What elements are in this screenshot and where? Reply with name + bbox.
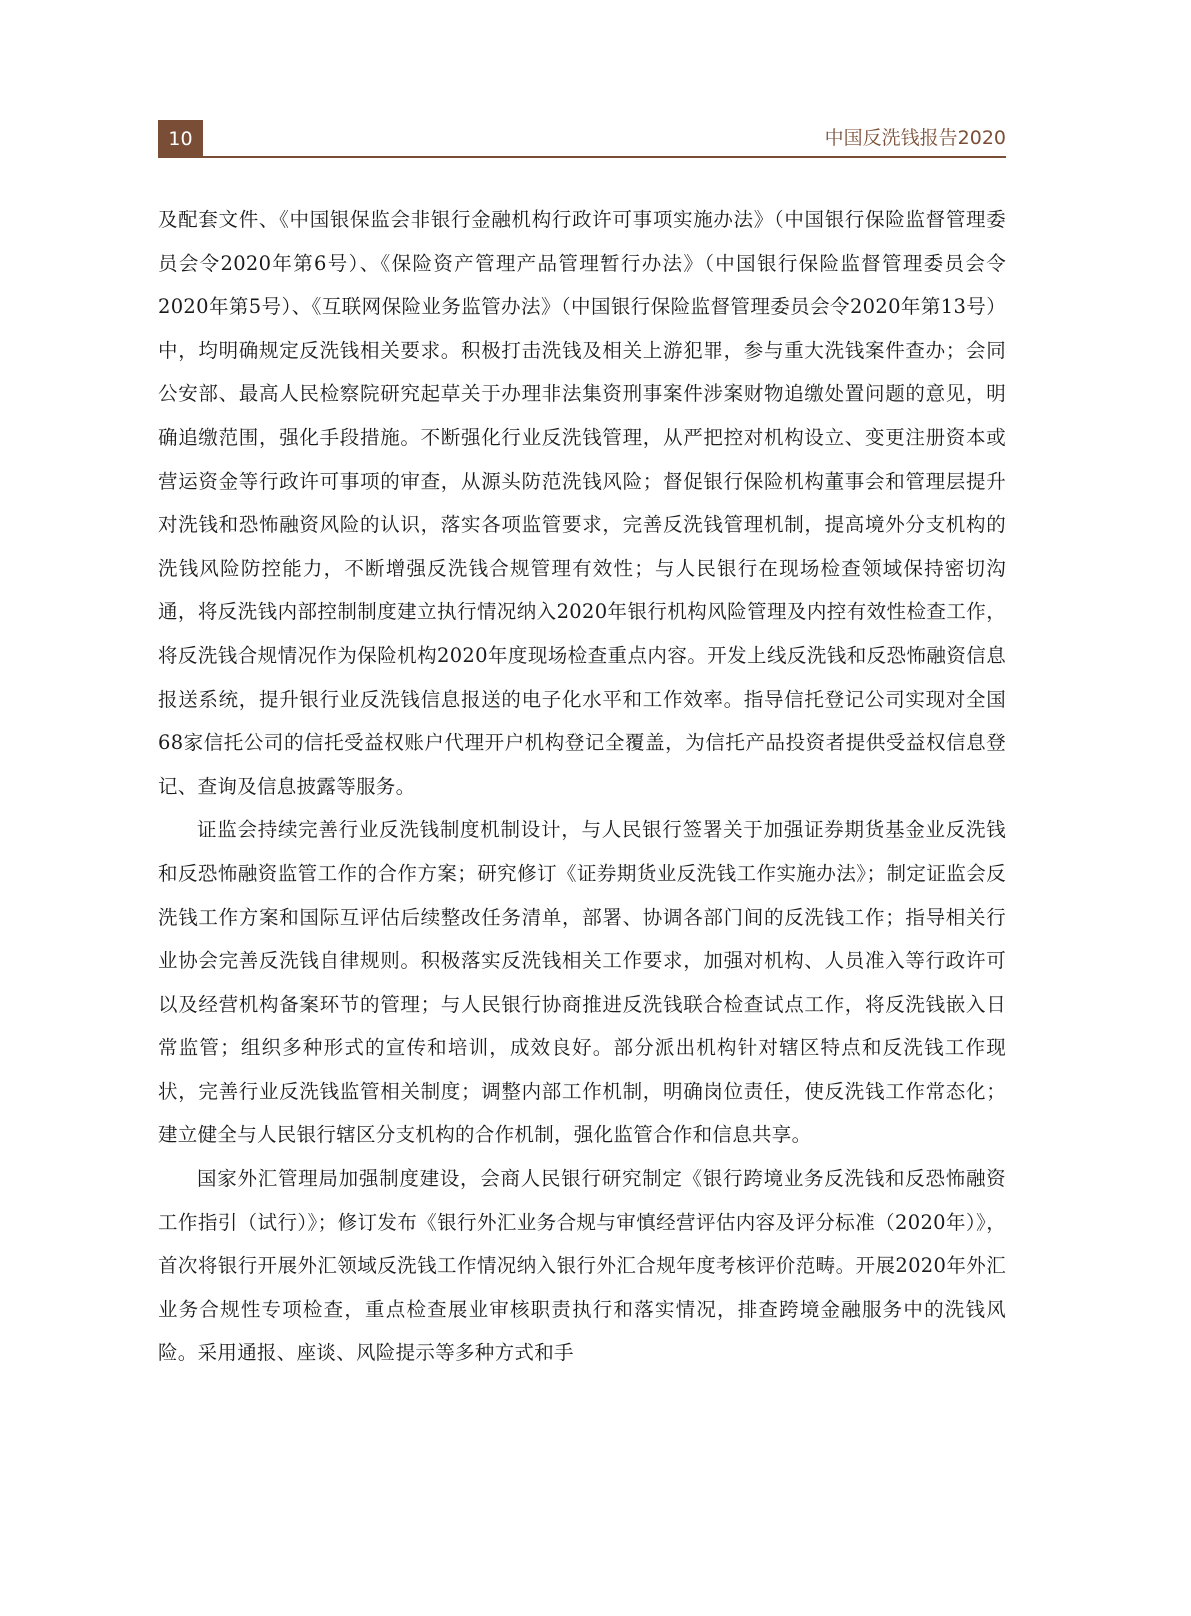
page-number: 10 xyxy=(158,120,203,158)
paragraph-safe: 国家外汇管理局加强制度建设，会商人民银行研究制定《银行跨境业务反洗钱和反恐怖融资工作指引（试行）》；修订发布《银行外汇业务合规与审慎经营评估内容及评分标准（2020年）》，首次将银行开展外汇领域反洗钱工作情况纳入银行外汇合规年度考核评价范畴。开展2020年外汇业务合规性专项检查，重点检查展业审核职责执行和落实情况，排查跨境金融服务中的洗钱风险。采用通报、座谈、风险提示等多种方式和手 xyxy=(158,1167,1006,1365)
paragraph-continued: 及配套文件、《中国银保监会非银行金融机构行政许可事项实施办法》（中国银行保险监督管理委员会令2020年第6号）、《保险资产管理产品管理暂行办法》（中国银行保险监督管理委员会令2020年第5号）、《互联网保险业务监管办法》（中国银行保险监督管理委员会令2020年第13号）中，均明确规定反洗钱相关要求。积极打击洗钱及相关上游犯罪，参与重大洗钱案件查办；会同公安部、最高人民检察院研究起草关于办理非法集资刑事案件涉案财物追缴处置问题的意见，明确追缴范围，强化手段措施。不断强化行业反洗钱管理，从严把控对机构设立、变更注册资本或营运资金等行政许可事项的审查，从源头防范洗钱风险；督促银行保险机构董事会和管理层提升对洗钱和恐怖融资风险的认识，落实各项监管要求，完善反洗钱管理机制，提高境外分支机构的洗钱风险防控能力，不断增强反洗钱合规管理有效性；与人民银行在现场检查领域保持密切沟通，将反洗钱内部控制制度建立执行情况纳入2020年银行机构风险管理及内控有效性检查工作，将反洗钱合规情况作为保险机构2020年度现场检查重点内容。开发上线反洗钱和反恐怖融资信息报送系统，提升银行业反洗钱信息报送的电子化水平和工作效率。指导信托登记公司实现对全国68家信托公司的信托受益权账户代理开户机构登记全覆盖，为信托产品投资者提供受益权信息登记、查询及信息披露等服务。 xyxy=(158,208,1006,798)
paragraph-csrc: 证监会持续完善行业反洗钱制度机制设计，与人民银行签署关于加强证券期货基金业反洗钱和反恐怖融资监管工作的合作方案；研究修订《证券期货业反洗钱工作实施办法》；制定证监会反洗钱工作方案和国际互评估后续整改任务清单，部署、协调各部门间的反洗钱工作；指导相关行业协会完善反洗钱自律规则。积极落实反洗钱相关工作要求，加强对机构、人员准入等行政许可以及经营机构备案环节的管理；与人民银行协商推进反洗钱联合检查试点工作，将反洗钱嵌入日常监管；组织多种形式的宣传和培训，成效良好。部分派出机构针对辖区特点和反洗钱工作现状，完善行业反洗钱监管相关制度；调整内部工作机制，明确岗位责任，使反洗钱工作常态化；建立健全与人民银行辖区分支机构的合作机制，强化监管合作和信息共享。 xyxy=(158,818,1006,1147)
body-text xyxy=(158,198,1006,1375)
header-rule xyxy=(158,156,1006,158)
page-header xyxy=(158,120,1006,158)
report-title: 中国反洗钱报告2020 xyxy=(824,127,1006,149)
